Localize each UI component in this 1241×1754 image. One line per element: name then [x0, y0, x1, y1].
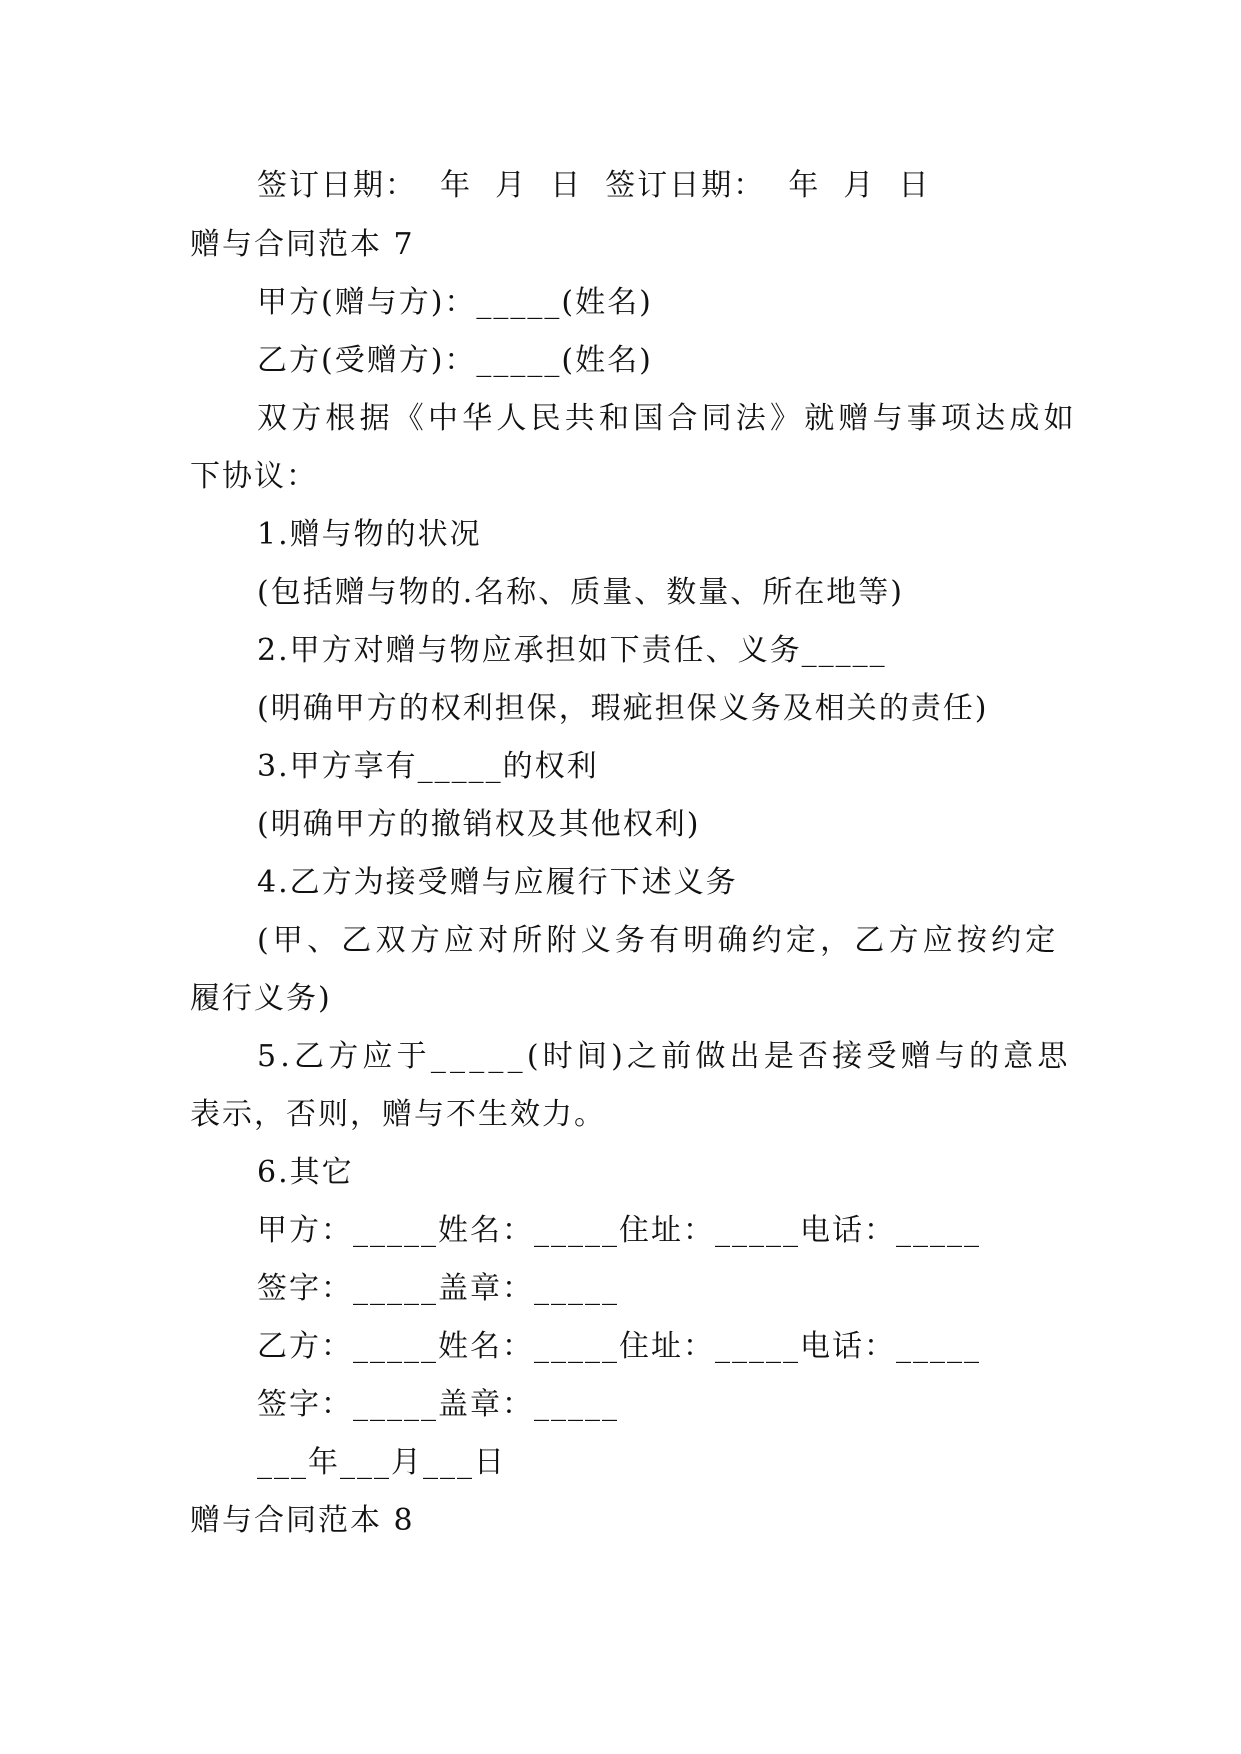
party-a-signature-line: 签字：_____盖章：_____	[257, 1271, 619, 1306]
party-b-line: 乙方(受赠方)：_____(姓名)	[257, 343, 653, 378]
signing-date-line: 签订日期： 年 月 日 签订日期： 年 月 日	[257, 168, 931, 203]
clause-5-continuation: 表示，否则，赠与不生效力。	[190, 1097, 606, 1132]
date-blank-line: ___年___月___日	[257, 1445, 506, 1480]
clause-2-note: (明确甲方的权利担保，瑕疵担保义务及相关的责任)	[257, 691, 989, 726]
section-title-8: 赠与合同范本 8	[190, 1503, 415, 1538]
clause-3-heading: 3.甲方享有_____的权利	[257, 749, 599, 784]
clause-2-heading: 2.甲方对赠与物应承担如下责任、义务_____	[257, 633, 887, 668]
clause-6-heading: 6.其它	[257, 1155, 354, 1190]
clause-1-note: (包括赠与物的.名称、质量、数量、所在地等)	[257, 575, 904, 610]
clause-3-note: (明确甲方的撤销权及其他权利)	[257, 807, 701, 842]
party-b-signature-line: 签字：_____盖章：_____	[257, 1387, 619, 1422]
party-a-line: 甲方(赠与方)：_____(姓名)	[257, 285, 653, 320]
clause-4-heading: 4.乙方为接受赠与应履行下述义务	[257, 865, 738, 900]
clause-4-note: (甲、乙双方应对所附义务有明确约定，乙方应按约定	[257, 923, 1060, 958]
agreement-intro-line: 双方根据《中华人民共和国合同法》就赠与事项达成如	[257, 401, 1078, 436]
party-a-info-line: 甲方：_____姓名：_____住址：_____电话：_____	[257, 1213, 981, 1248]
clause-4-note-continuation: 履行义务)	[190, 981, 332, 1016]
section-title-7: 赠与合同范本 7	[190, 227, 415, 262]
clause-1-heading: 1.赠与物的状况	[257, 517, 482, 552]
party-b-info-line: 乙方：_____姓名：_____住址：_____电话：_____	[257, 1329, 981, 1364]
agreement-intro-continuation: 下协议：	[190, 459, 318, 494]
clause-5-heading: 5.乙方应于_____(时间)之前做出是否接受赠与的意思	[257, 1039, 1072, 1074]
